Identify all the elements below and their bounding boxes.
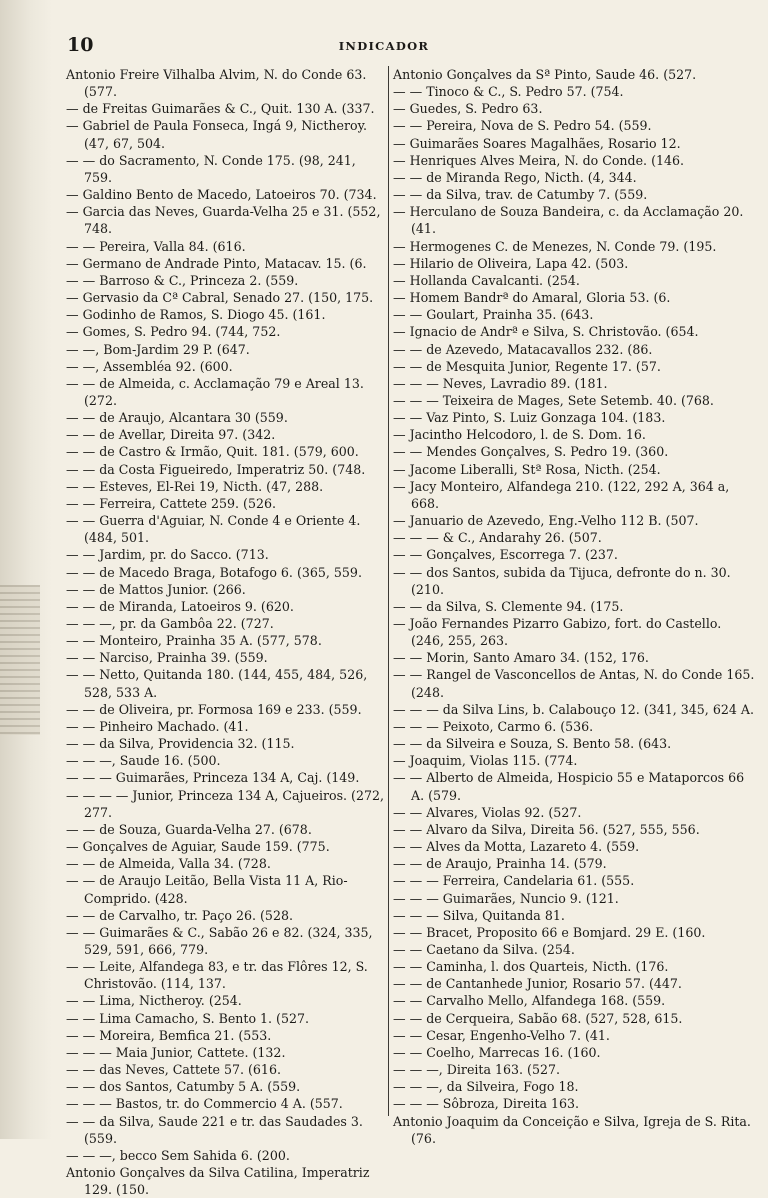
directory-entry: — — —, pr. da Gambôa 22. (727.	[66, 616, 274, 631]
directory-entry: Antonio Gonçalves da Sª Pinto, Saude 46. (527.	[393, 67, 697, 82]
directory-entry: — Germano de Andrade Pinto, Matacav. 15. (6.	[66, 255, 367, 271]
directory-entry: Antonio Freire Vilhalba Alvim, N. do Conde 63. (577.	[66, 67, 367, 100]
directory-entry: — Hermogenes C. de Menezes, N. Conde 79. (195.	[393, 238, 717, 254]
directory-entry: — — da Costa Figueiredo, Imperatriz 50. (748.	[66, 461, 366, 477]
directory-entry: — — Mendes Gonçalves, S. Pedro 19. (360.	[393, 444, 669, 460]
directory-entry: — — Leite, Alfandega 83, e tr. das Flôres 12, S. Christovão. (114, 137.	[66, 959, 368, 992]
directory-entry: — Henriques Alves Meira, N. do Conde. (146.	[393, 152, 685, 168]
directory-entry: — — Narciso, Prainha 39. (559.	[66, 650, 268, 666]
directory-entry: — — Coelho, Marrecas 16. (160.	[393, 1044, 601, 1060]
directory-entry: — — Alvares, Violas 92. (527.	[393, 804, 582, 820]
directory-entry: — — Barroso & C., Princeza 2. (559.	[66, 272, 299, 288]
directory-entry: — — da Silva, S. Clemente 94. (175.	[393, 598, 624, 614]
directory-entry: — — de Carvalho, tr. Paço 26. (528.	[66, 907, 293, 923]
directory-entry: — — de Araujo Leitão, Bella Vista 11 A, Rio-Comprido. (428.	[66, 873, 348, 906]
directory-entry: — — de Souza, Guarda-Velha 27. (678.	[66, 821, 312, 837]
directory-entry: — — Caetano da Silva. (254.	[393, 941, 575, 957]
column-divider	[388, 66, 389, 1116]
directory-entry: — — —, da Silveira, Fogo 18.	[393, 1079, 579, 1095]
directory-entry: — — do Sacramento, N. Conde 175. (98, 241, 759.	[66, 152, 356, 185]
directory-entry: — — Pereira, Valla 84. (616.	[66, 238, 246, 254]
directory-entry: — — de Araujo, Alcantara 30 (559.	[66, 410, 288, 426]
directory-entry: — — Lima, Nictheroy. (254.	[66, 993, 242, 1009]
directory-entry: — Garcia das Neves, Guarda-Velha 25 e 31. (552, 748.	[66, 204, 381, 237]
directory-entry: — —, Bom-Jardim 29 P. (647.	[66, 341, 250, 357]
directory-entry: — — da Silva, trav. de Catumby 7. (559.	[393, 187, 648, 203]
directory-entry: — — Pereira, Nova de S. Pedro 54. (559.	[393, 118, 652, 134]
right-column	[393, 66, 757, 1146]
directory-entry: — — Carvalho Mello, Alfandega 168. (559.	[393, 993, 666, 1009]
directory-entry: — — de Miranda, Latoeiros 9. (620.	[66, 598, 294, 614]
directory-entry: — — de Miranda Rego, Nicth. (4, 344.	[393, 169, 637, 185]
directory-entry: — — — Guimarães, Nuncio 9. (121.	[393, 890, 619, 906]
directory-entry: — — — Sôbroza, Direita 163.	[393, 1096, 580, 1112]
directory-entry: — — — Peixoto, Carmo 6. (536.	[393, 718, 594, 734]
directory-entry: — — — Maia Junior, Cattete. (132.	[66, 1044, 286, 1060]
running-title: INDICADOR	[338, 39, 430, 53]
directory-entry: — — Goulart, Prainha 35. (643.	[393, 307, 594, 323]
page-edge-shadow	[0, 0, 52, 1139]
directory-entry: — — dos Santos, Catumby 5 A. (559.	[66, 1079, 301, 1095]
directory-entry: — — Caminha, l. dos Quarteis, Nicth. (176.	[393, 959, 669, 975]
directory-entry: — Jacintho Helcodoro, l. de S. Dom. 16.	[393, 427, 646, 443]
directory-entry: — Guedes, S. Pedro 63.	[393, 101, 543, 117]
directory-entry: — — de Almeida, Valla 34. (728.	[66, 856, 271, 872]
directory-entry: — Hilario de Oliveira, Lapa 42. (503.	[393, 255, 629, 271]
thumb-index-marks	[0, 585, 40, 735]
directory-entry: — Jacy Monteiro, Alfandega 210. (122, 292 A, 364 a, 668.	[393, 478, 730, 511]
directory-entry: — — das Neves, Cattete 57. (616.	[66, 1062, 281, 1078]
directory-entry: — — Jardim, pr. do Sacco. (713.	[66, 547, 269, 563]
directory-entry: — — de Cerqueira, Sabão 68. (527, 528, 615.	[393, 1010, 683, 1026]
directory-entry: — — — Bastos, tr. do Commercio 4 A. (557.	[66, 1096, 343, 1112]
directory-entry: — Januario de Azevedo, Eng.-Velho 112 B. (507.	[393, 513, 699, 529]
directory-entry: — Joaquim, Violas 115. (774.	[393, 753, 578, 769]
directory-entry: — — da Silva, Providencia 32. (115.	[66, 736, 295, 752]
directory-entry: — Herculano de Souza Bandeira, c. da Acclamação 20. (41.	[393, 204, 744, 237]
directory-entry: — — da Silva, Saude 221 e tr. das Saudades 3. (559.	[66, 1113, 363, 1146]
directory-entry: Antonio Gonçalves da Silva Catilina, Imperatriz 129. (150.	[66, 1165, 370, 1198]
directory-entry: — Gomes, S. Pedro 94. (744, 752.	[66, 324, 281, 340]
directory-entry: — — — Teixeira de Mages, Sete Setemb. 40. (768.	[393, 392, 714, 408]
directory-entry: — — —, becco Sem Sahida 6. (200.	[66, 1147, 290, 1163]
directory-entry: — — — da Silva Lins, b. Calabouço 12. (341, 345, 624 A.	[393, 701, 754, 717]
directory-entry: — — Alves da Motta, Lazareto 4. (559.	[393, 839, 640, 855]
directory-entry: — — Guimarães & C., Sabão 26 e 82. (324, 335, 529, 591, 666, 779.	[66, 924, 373, 957]
directory-entry: — Homem Bandrª do Amaral, Gloria 53. (6.	[393, 290, 671, 306]
directory-entry: — — Gonçalves, Escorrega 7. (237.	[393, 547, 618, 563]
directory-entry: — — Cesar, Engenho-Velho 7. (41.	[393, 1027, 610, 1043]
directory-entry: — — — & C., Andarahy 26. (507.	[393, 530, 602, 546]
directory-entry: — Jacome Liberalli, Stª Rosa, Nicth. (254.	[393, 461, 661, 477]
directory-entry: — Gonçalves de Aguiar, Saude 159. (775.	[66, 839, 330, 855]
left-column	[66, 66, 386, 1198]
directory-entry: — Hollanda Cavalcanti. (254.	[393, 272, 580, 288]
directory-entry: — — Netto, Quitanda 180. (144, 455, 484, 526, 528, 533 A.	[66, 667, 368, 700]
directory-entry: — João Fernandes Pizarro Gabizo, fort. do Castello. (246, 255, 263.	[393, 616, 722, 649]
directory-entry: — — — Ferreira, Candelaria 61. (555.	[393, 873, 635, 889]
directory-entry: — — Monteiro, Prainha 35 A. (577, 578.	[66, 633, 322, 649]
page-number: 10	[67, 34, 94, 56]
directory-entry: — Ignacio de Andrª e Silva, S. Christovão. (654.	[393, 324, 699, 340]
directory-entry: — — de Castro & Irmão, Quit. 181. (579, 600.	[66, 444, 359, 460]
directory-entry: — — de Almeida, c. Acclamação 79 e Areal 13. (272.	[66, 375, 364, 408]
directory-entry: — — —, Direita 163. (527.	[393, 1062, 560, 1078]
directory-entry: — —, Assembléa 92. (600.	[66, 358, 233, 374]
directory-entry: — — de Azevedo, Matacavallos 232. (86.	[393, 341, 653, 357]
directory-entry: — — de Cantanhede Junior, Rosario 57. (447.	[393, 976, 682, 992]
directory-entry: — — dos Santos, subida da Tijuca, defronte do n. 30. (210.	[393, 564, 731, 597]
directory-entry: — de Freitas Guimarães & C., Quit. 130 A. (337.	[66, 101, 375, 117]
directory-entry: — — Tinoco & C., S. Pedro 57. (754.	[393, 84, 624, 100]
directory-entry: — Galdino Bento de Macedo, Latoeiros 70. (734.	[66, 187, 377, 203]
directory-entry: — — Rangel de Vasconcellos de Antas, N. do Conde 165. (248.	[393, 667, 755, 700]
directory-entry: — — —, Saude 16. (500.	[66, 753, 221, 769]
directory-entry: — — — Silva, Quitanda 81.	[393, 907, 565, 923]
directory-entry: — — Alvaro da Silva, Direita 56. (527, 555, 556.	[393, 821, 700, 837]
directory-entry: — — — Neves, Lavradio 89. (181.	[393, 375, 608, 391]
directory-entry: — — Lima Camacho, S. Bento 1. (527.	[66, 1010, 310, 1026]
directory-entry: — — de Araujo, Prainha 14. (579.	[393, 856, 607, 872]
directory-entry: — Guimarães Soares Magalhães, Rosario 12.	[393, 135, 681, 151]
directory-entry: — — Pinheiro Machado. (41.	[66, 718, 249, 734]
directory-entry: — — de Mattos Junior. (266.	[66, 581, 246, 597]
directory-entry: — — Guerra d'Aguiar, N. Conde 4 e Oriente 4. (484, 501.	[66, 513, 361, 546]
directory-entry: — — Vaz Pinto, S. Luiz Gonzaga 104. (183.	[393, 410, 666, 426]
directory-entry: — — — — Junior, Princeza 134 A, Cajueiros. (272, 277.	[66, 787, 385, 820]
directory-entry: — — Morin, Santo Amaro 34. (152, 176.	[393, 650, 649, 666]
directory-entry: — — Bracet, Proposito 66 e Bomjard. 29 E. (160.	[393, 924, 706, 940]
directory-entry: — — Alberto de Almeida, Hospicio 55 e Mataporcos 66 A. (579.	[393, 770, 745, 803]
directory-entry: — — de Oliveira, pr. Formosa 169 e 233. (559.	[66, 701, 362, 717]
directory-entry: — — de Avellar, Direita 97. (342.	[66, 427, 276, 443]
directory-entry: — — Esteves, El-Rei 19, Nicth. (47, 288.	[66, 478, 324, 494]
directory-entry: — Godinho de Ramos, S. Diogo 45. (161.	[66, 307, 326, 323]
directory-entry: — Gabriel de Paula Fonseca, Ingá 9, Nictheroy. (47, 67, 504.	[66, 118, 368, 151]
directory-entry: — — da Silveira e Souza, S. Bento 58. (643.	[393, 736, 672, 752]
directory-entry: — — — Guimarães, Princeza 134 A, Caj. (149.	[66, 770, 360, 786]
directory-entry: — Gervasio da Cª Cabral, Senado 27. (150, 175.	[66, 290, 374, 306]
directory-entry: — — Ferreira, Cattete 259. (526.	[66, 495, 276, 511]
directory-entry: — — de Mesquita Junior, Regente 17. (57.	[393, 358, 661, 374]
directory-entry: Antonio Joaquim da Conceição e Silva, Igreja de S. Rita. (76.	[393, 1113, 751, 1146]
directory-entry: — — Moreira, Bemfica 21. (553.	[66, 1027, 272, 1043]
directory-entry: — — de Macedo Braga, Botafogo 6. (365, 559.	[66, 564, 362, 580]
